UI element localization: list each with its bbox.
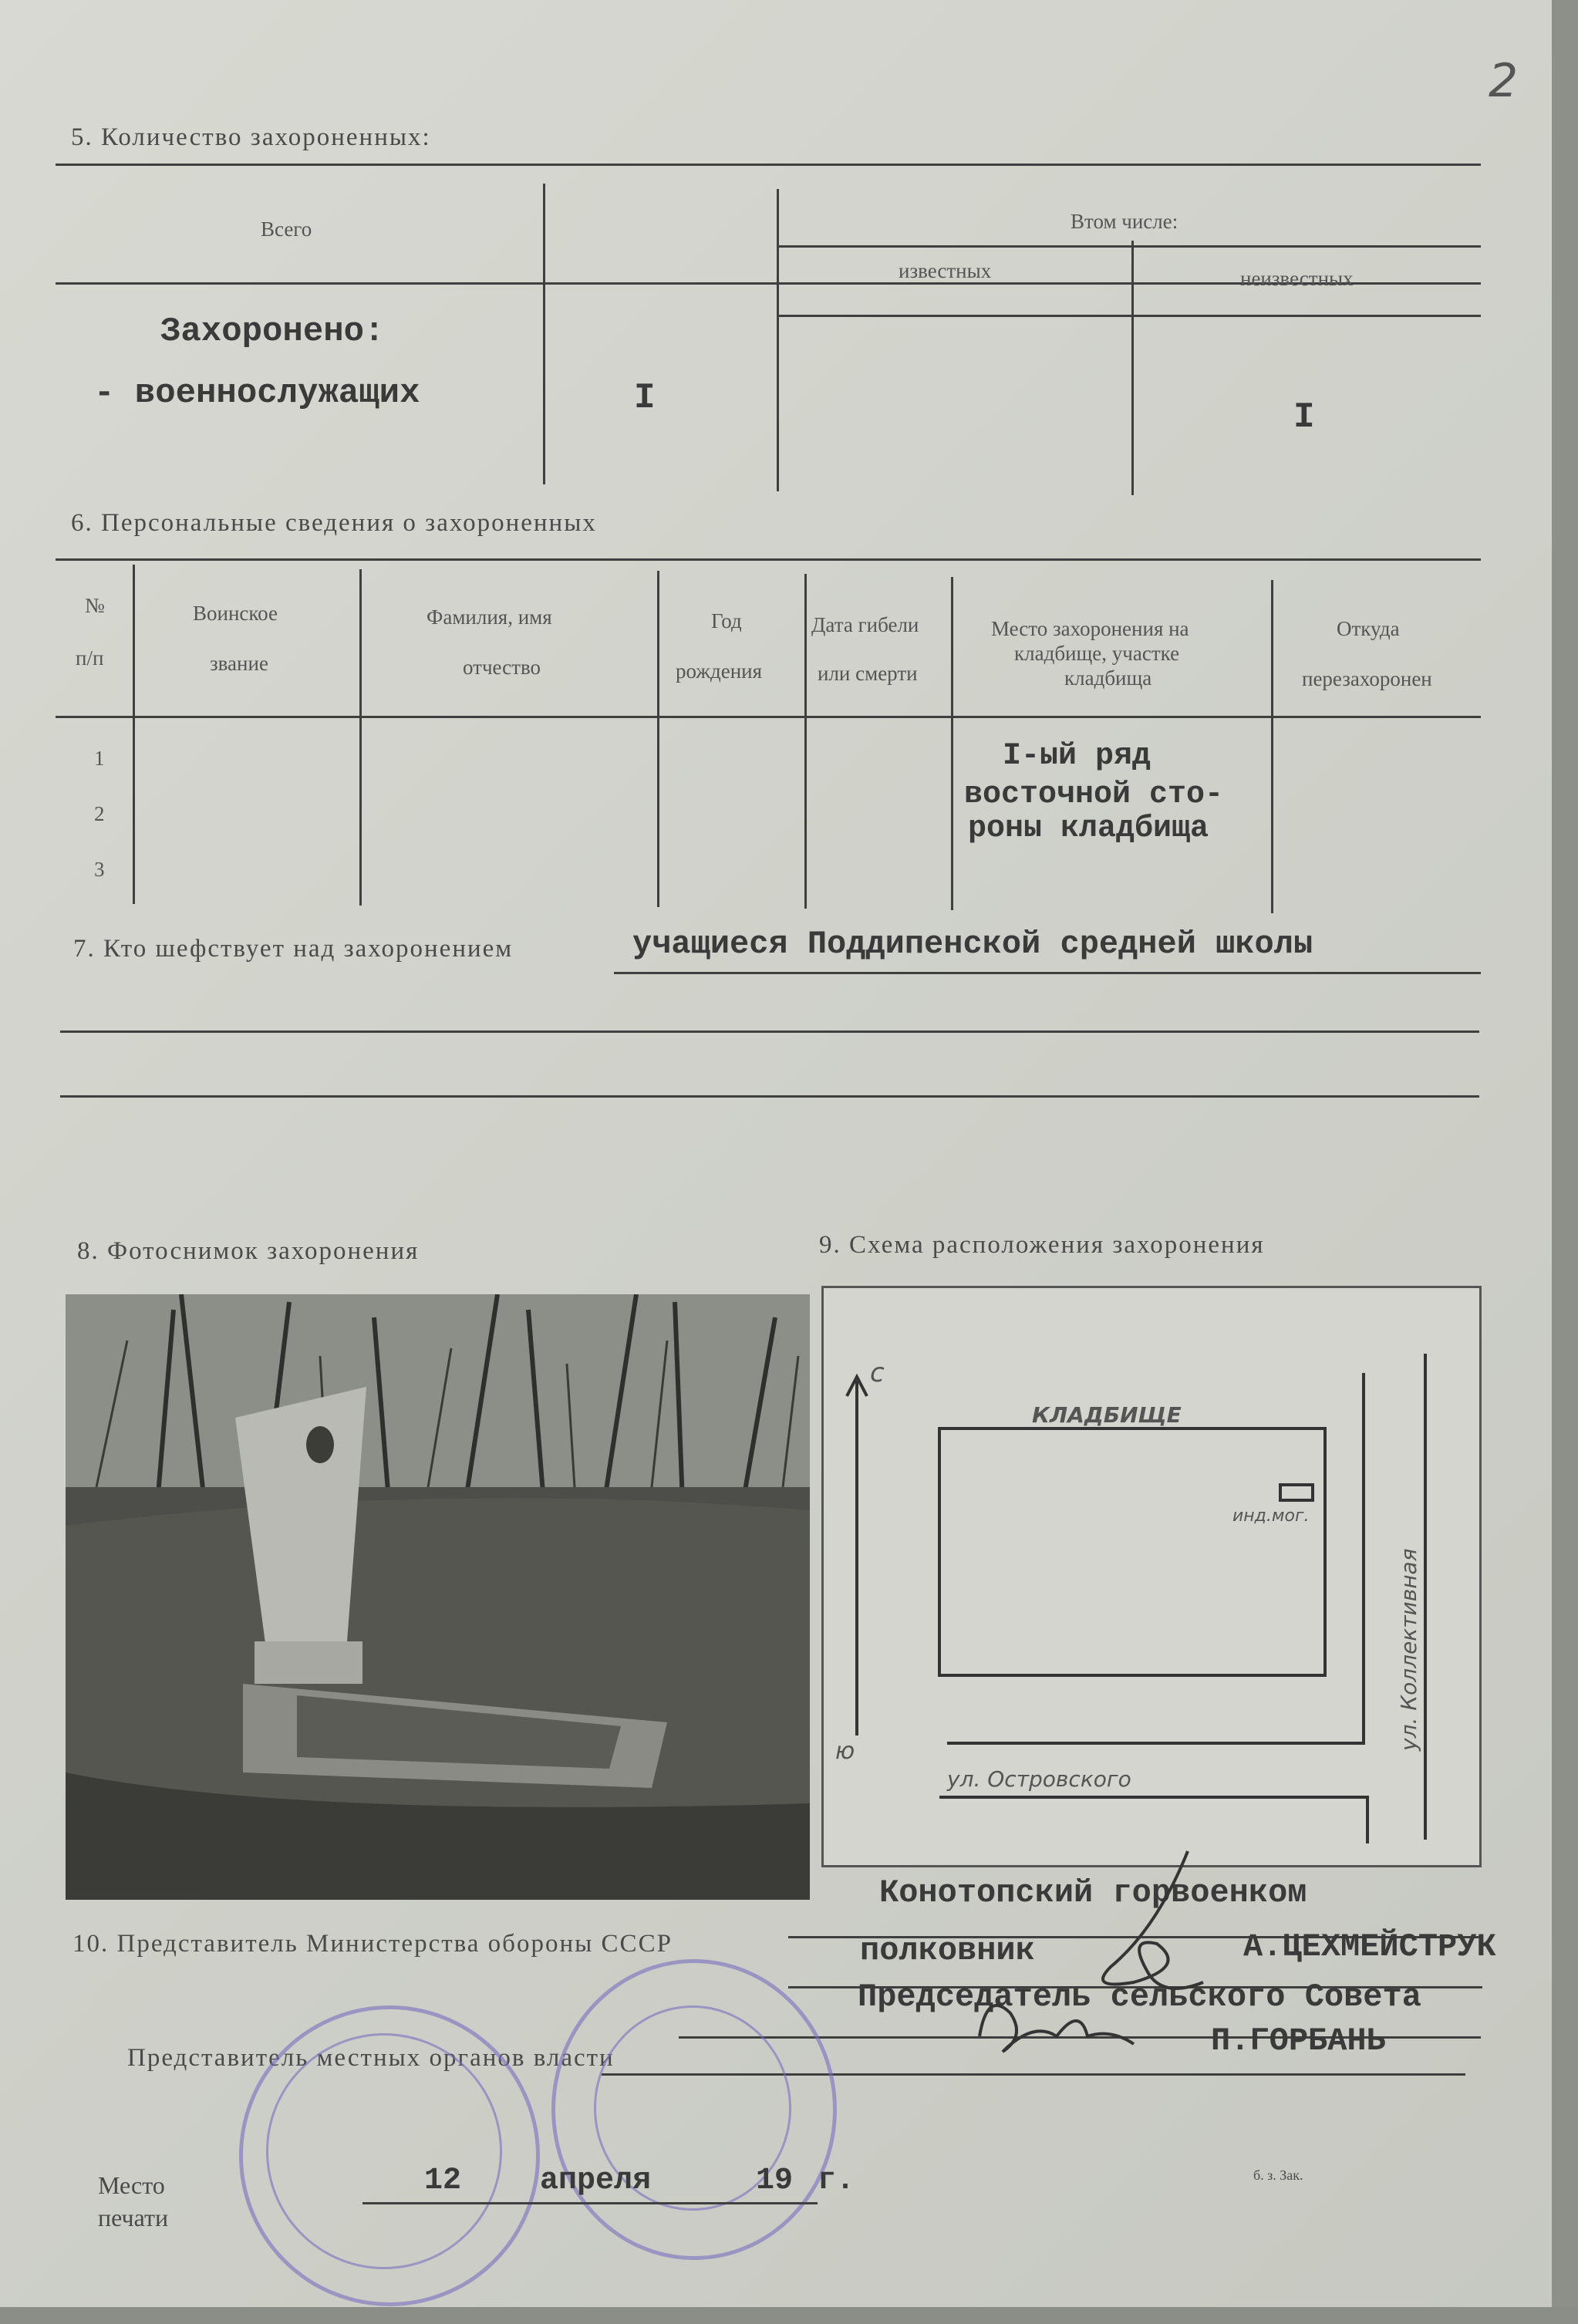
grave-label: инд.мог. [1232,1506,1310,1526]
location-scheme [821,1286,1482,1867]
local-name: П.ГОРБАНЬ [1211,2022,1386,2059]
round-stamp [266,2033,502,2269]
section-6-title: 6. Персональные сведения о захороненных [71,509,597,537]
street-label: ул. Коллективная [1396,1548,1421,1751]
header-from: перезахоронен [1302,667,1432,690]
header-place: кладбище, участке [1014,642,1180,665]
header-death: Дата гибели [811,613,919,636]
local-position: Председатель сельского Совета [858,1978,1421,2015]
mo-rank: полковник [860,1932,1035,1969]
header-death: или смерти [818,662,918,685]
total-value: I [634,378,656,418]
section7-line [60,1030,1479,1033]
header-name: Фамилия, имя [427,605,552,629]
north-label: с [870,1358,885,1388]
section-8-title: 8. Фотоснимок захоронения [77,1237,420,1265]
table6-col-line [951,577,953,910]
header-from: Откуда [1337,617,1400,640]
header-rank: Воинское [193,602,278,625]
signature-image [956,1836,1357,2083]
header-num: № [85,594,105,617]
header-place: Место захоронения на [991,617,1189,640]
table6-col-line [133,565,135,904]
section7-line [614,972,1481,974]
south-label: ю [835,1738,855,1765]
unknown-value: I [1293,397,1315,437]
table5-col-line [777,189,779,491]
burial-place-line: I-ый ряд [1003,739,1151,774]
section-9-title: 9. Схема расположения захоронения [819,1231,1265,1259]
grave-photo [66,1294,810,1900]
table5-sub-line [777,315,1481,317]
seal-place-label: Место [98,2171,165,2199]
table5-col-line [543,184,545,484]
street-label: ул. Островского [947,1766,1131,1792]
header-year: Год [711,609,742,632]
header-rank: звание [210,652,268,675]
row-number: 3 [94,858,105,881]
local-label: Представитель местных органов власти [127,2044,615,2072]
background-edge [1552,0,1578,2324]
mo-name: А.ЦЕХМЕЙСТРУК [1243,1928,1496,1965]
page-number: 2 [1489,54,1519,108]
table6-header-line [56,716,1481,718]
seal-place-label: печати [98,2204,169,2231]
row-number: 2 [94,802,105,825]
buried-category: - военнослужащих [94,374,420,413]
date-line [362,2202,818,2204]
mo-position: Конотопский горвоенком [879,1874,1307,1911]
date-year: 19 [756,2164,794,2198]
burial-place-line: роны кладбища [968,811,1209,846]
print-mark: б. з. Зак. [1253,2167,1303,2183]
date-suffix: г. [818,2164,855,2198]
date-month: апреля [540,2164,652,2198]
table6-col-line [1271,580,1273,913]
table6-col-line [657,571,659,907]
header-num: п/п [76,646,104,670]
col-total-header: Всего [261,218,312,241]
section7-line [60,1095,1479,1098]
scheme-drawing [824,1288,1479,1865]
table6-col-line [359,569,362,906]
table5-incl-line [777,245,1481,248]
header-name: отчество [463,656,541,679]
col-known-header: известных [899,259,992,282]
grave-photo-image [66,1294,810,1900]
header-place: кладбища [1064,666,1152,690]
col-incl-header: Втом числе: [1071,210,1178,233]
section-10-label: 10. Представитель Министерства обороны СССР [72,1930,673,1958]
header-year: рождения [676,659,763,683]
table6-top-line [56,558,1481,561]
section-7-label: 7. Кто шефствует над захоронением [73,935,514,963]
burial-place-line: восточной сто- [964,777,1224,812]
cemetery-label: КЛАДБИЩЕ [1032,1402,1182,1428]
row-number: 1 [94,747,105,770]
table6-col-line [804,574,807,909]
patron-value: учащиеся Поддипенской средней школы [632,926,1313,963]
buried-label: Захоронено: [160,312,385,351]
col-unknown-header: неизвестных [1240,267,1354,290]
background-edge-bottom [0,2307,1578,2324]
table5-top-line [56,164,1481,166]
date-day: 12 [424,2164,462,2198]
section-5-title: 5. Количество захороненных: [71,123,431,151]
table5-col-line [1131,241,1134,495]
